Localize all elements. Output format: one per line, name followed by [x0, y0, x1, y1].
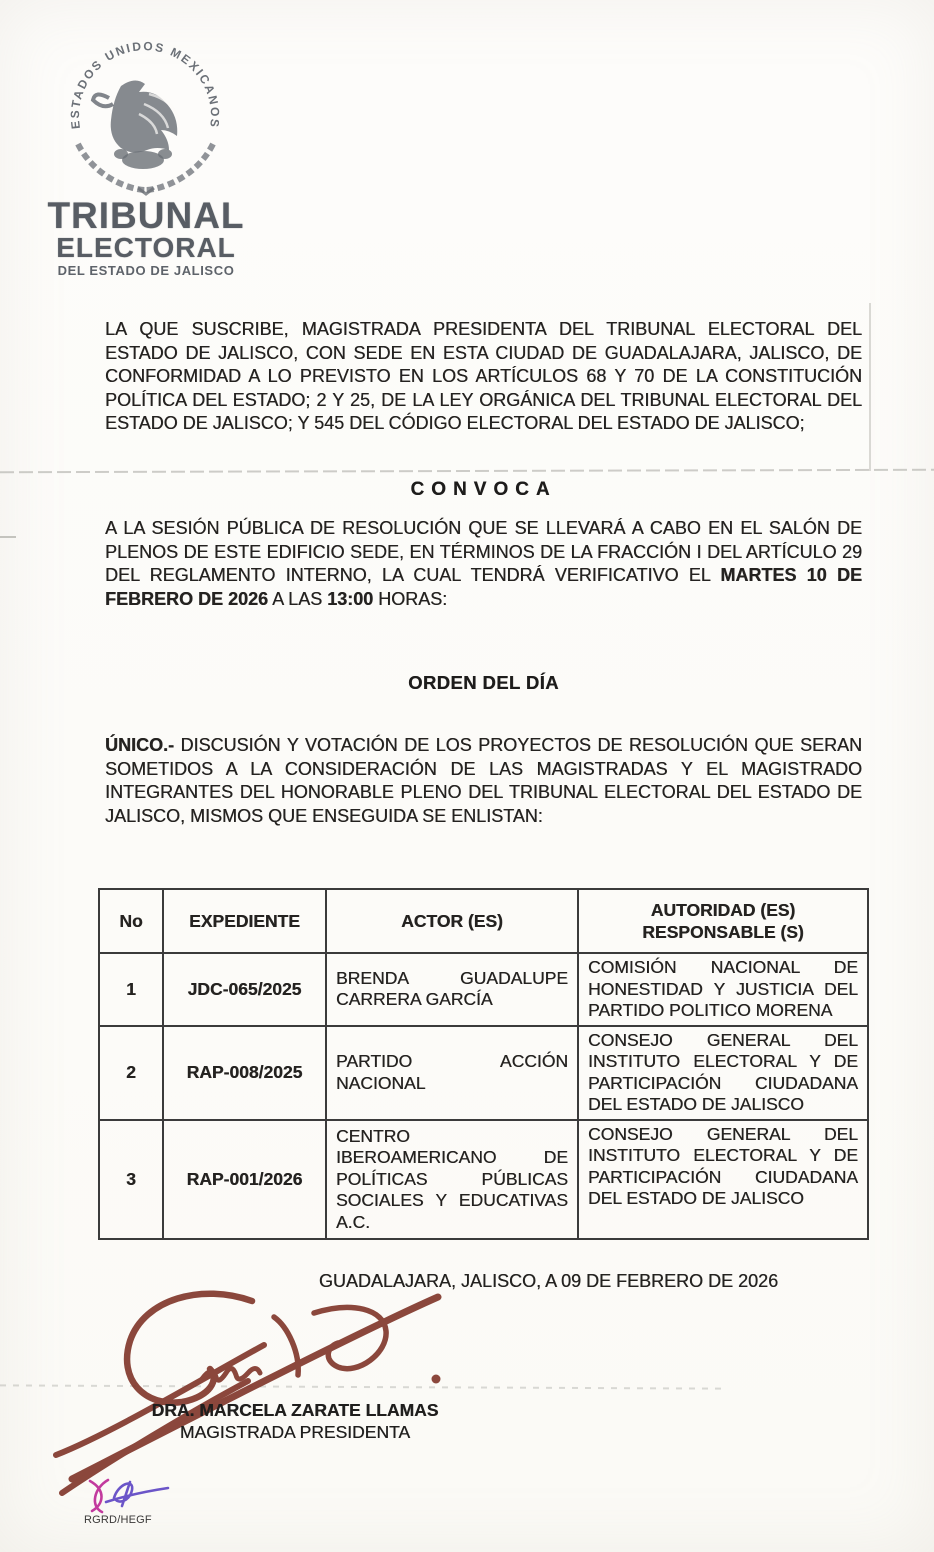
table-header-no: No [99, 889, 163, 953]
text-segment: 13:00 [327, 588, 374, 609]
org-wordmark-line2: ELECTORAL [56, 232, 236, 263]
table-header-actor: ACTOR (ES) [326, 889, 578, 953]
convoca-heading: CONVOCA [410, 479, 557, 500]
intro-paragraph: LA QUE SUSCRIBE, MAGISTRADA PRESIDENTA DEL TRIBUNAL ELECTORAL DEL ESTADO DE JALISCO, CON SEDE EN ESTA CIUDAD DE GUADALAJARA, JALISCO, DE CONFORMIDAD A LO PREVISTO EN LOS ARTÍCULOS 68 Y 70 DE LA CONSTITUCIÓN POLÍTICA DEL ESTADO; 2 Y 25, DE LA LEY ORGÁNICA DEL TRIBUNAL ELECTORAL DEL ESTADO DE JALISCO; Y 545 DEL CÓDIGO ELECTORAL DEL ESTADO DE JALISCO; [105, 319, 862, 433]
reviewer-initials-ink [76, 1476, 174, 1516]
cell-autoridad: CONSEJO GENERAL DEL INSTITUTO ELECTORAL Y DE PARTICIPACIÓN CIUDADANA DEL ESTADO DE JALISCO [578, 1120, 868, 1240]
dateline: GUADALAJARA, JALISCO, A 09 DE FEBRERO DE 2026 [318, 1271, 779, 1291]
text-segment: HORAS: [373, 588, 448, 609]
text-segment: ÚNICO.- [105, 735, 174, 755]
cell-actor: CENTRO IBEROAMERICANO DE POLÍTICAS PÚBLICAS SOCIALES Y EDUCATIVAS A.C. [326, 1120, 578, 1240]
unico-paragraph [105, 734, 862, 828]
cell-expediente: RAP-001/2026 [163, 1120, 326, 1240]
org-wordmark-line1: TRIBUNAL [47, 195, 245, 236]
orden-del-dia-heading: ORDEN DEL DÍA [408, 672, 559, 693]
cell-actor: BRENDA GUADALUPE CARRERA GARCÍA [326, 953, 578, 1026]
signatory-name: DRA. MARCELA ZARATE LLAMAS [151, 1400, 439, 1420]
table-row [99, 1026, 868, 1120]
text-segment: A LA SESIÓN PÚBLICA DE RESOLUCIÓN QUE SE LLEVARÁ A CABO EN EL SALÓN DE PLENOS DE ESTE EDIFICIO SEDE, EN TÉRMINOS DE LA FRACCIÓN I DEL ARTÍCULO 29 DEL REGLAMENTO INTERNO, LA CUAL TENDRÁ VERIFICATIVO EL [105, 518, 862, 585]
wreath-ribbon [138, 188, 154, 194]
session-paragraph [105, 517, 862, 611]
cell-actor: PARTIDO ACCIÓN NACIONAL [326, 1026, 578, 1120]
fold-line [0, 469, 934, 473]
table-header-autoridad: AUTORIDAD (ES) RESPONSABLE (S) [578, 889, 868, 953]
table-row [99, 953, 868, 1026]
table-header-row [99, 889, 868, 953]
cell-no: 3 [99, 1120, 163, 1240]
cell-no: 2 [99, 1026, 163, 1120]
text-segment: MARTES 10 DE FEBRERO DE 2026 [105, 565, 862, 609]
national-emblem-icon [38, 38, 254, 198]
cell-expediente: RAP-008/2025 [163, 1026, 326, 1120]
scan-artifact [869, 303, 871, 471]
cell-no: 1 [99, 953, 163, 1026]
cases-table-wrapper [98, 888, 869, 1240]
letterhead [30, 38, 262, 279]
org-wordmark-line3: DEL ESTADO DE JALISCO [57, 263, 235, 278]
seal-text: ESTADOS UNIDOS MEXICANOS [67, 39, 223, 130]
signatory-block [105, 1399, 485, 1443]
table-header-expediente: EXPEDIENTE [163, 889, 326, 953]
eagle-figure [93, 80, 179, 169]
cell-autoridad: COMISIÓN NACIONAL DE HONESTIDAD Y JUSTICIA DEL PARTIDO POLITICO MORENA [578, 953, 868, 1026]
text-segment: A LAS [268, 588, 328, 609]
reviewer-initials: RGRD/HEGF [84, 1514, 152, 1526]
table-row [99, 1120, 868, 1240]
text-segment: DISCUSIÓN Y VOTACIÓN DE LOS PROYECTOS DE RESOLUCIÓN QUE SERAN SOMETIDOS A LA CONSIDERACIÓN DE LAS MAGISTRADAS Y EL MAGISTRADO INTEGRANTES DEL HONORABLE PLENO DEL TRIBUNAL ELECTORAL DEL ESTADO DE JALISCO, MISMOS QUE ENSEGUIDA SE ENLISTAN: [105, 735, 862, 826]
cell-expediente: JDC-065/2025 [163, 953, 326, 1026]
signature-ink [52, 1283, 444, 1498]
signatory-title: MAGISTRADA PRESIDENTA [179, 1422, 411, 1442]
scan-artifact [0, 536, 16, 538]
cell-autoridad: CONSEJO GENERAL DEL INSTITUTO ELECTORAL Y DE PARTICIPACIÓN CIUDADANA DEL ESTADO DE JALISCO [578, 1026, 868, 1120]
cases-table [98, 888, 869, 1240]
